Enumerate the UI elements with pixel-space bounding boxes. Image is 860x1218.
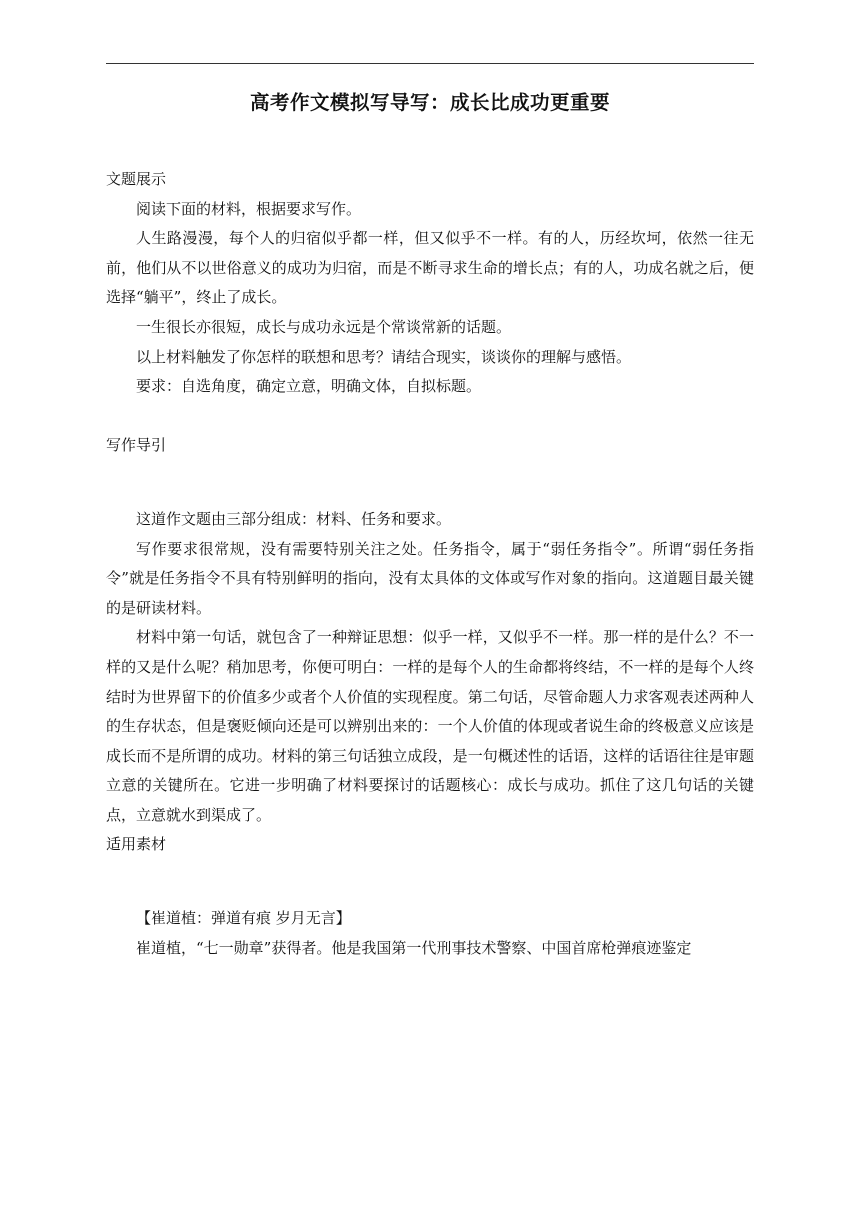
- document-title: 高考作文模拟写导写：成长比成功更重要: [249, 91, 610, 114]
- spacer: [106, 461, 754, 505]
- paragraph: 写作要求很常规，没有需要特别关注之处。任务指令，属于“弱任务指令”。所谓“弱任务指令”就是任务指令不具有特别鲜明的指向，没有太具体的文体或写作对象的指向。这道题目最关键的是研读材料。: [106, 539, 754, 617]
- paragraph: 一生很长亦很短，成长与成功永远是个常谈常新的话题。: [136, 317, 512, 336]
- paragraph: 这道作文题由三部分组成：材料、任务和要求。: [136, 509, 452, 528]
- header-rule: [106, 63, 754, 64]
- spacer: [106, 860, 754, 904]
- paragraph: 材料中第一句话，就包含了一种辩证思想：似乎一样，又似乎不一样。那一样的是什么？不一样的又是什么呢？稍加思考，你便可明白：一样的是每个人的生命都将终结，不一样的是每个人终结时为世界留下的价值多少或者个人价值的实现程度。第二句话，尽管命题人力求客观表述两种人的生存状态，但是褒贬倾向还是可以辨别出来的：一个人价值的体现或者说生命的终极意义应该是成长而不是所谓的成功。材料的第三句话独立成段，是一句概述性的话语，这样的话语往往是审题立意的关键所在。它进一步明确了材料要探讨的话题核心：成长与成功。抓住了这几句话的关键点，立意就水到渠成了。: [106, 628, 754, 824]
- document-body: [106, 165, 754, 963]
- paragraph: 阅读下面的材料，根据要求写作。: [136, 199, 362, 218]
- paragraph: 要求：自选角度，确定立意，明确文体，自拟标题。: [136, 377, 482, 396]
- paragraph: 人生路漫漫，每个人的归宿似乎都一样，但又似乎不一样。有的人，历经坎坷，依然一往无前，他们从不以世俗意义的成功为归宿，而是不断寻求生命的增长点；有的人，功成名就之后，便选择“躺平”，终止了成长。: [106, 229, 754, 307]
- spacer: [106, 402, 754, 432]
- paragraph: 【崔道植：弹道有痕 岁月无言】: [136, 909, 351, 928]
- section-topic: [106, 165, 754, 402]
- section-heading-topic: 文题展示: [106, 170, 167, 188]
- paragraph: 崔道植，“七一勋章”获得者。他是我国第一代刑事技术警察、中国首席枪弹痕迹鉴定: [136, 938, 692, 957]
- section-materials: [106, 830, 754, 963]
- section-guide: [106, 431, 754, 830]
- section-heading-guide: 写作导引: [106, 436, 167, 455]
- section-heading-materials: 适用素材: [106, 835, 167, 854]
- paragraph: 以上材料触发了你怎样的联想和思考？请结合现实，谈谈你的理解与感悟。: [136, 347, 632, 366]
